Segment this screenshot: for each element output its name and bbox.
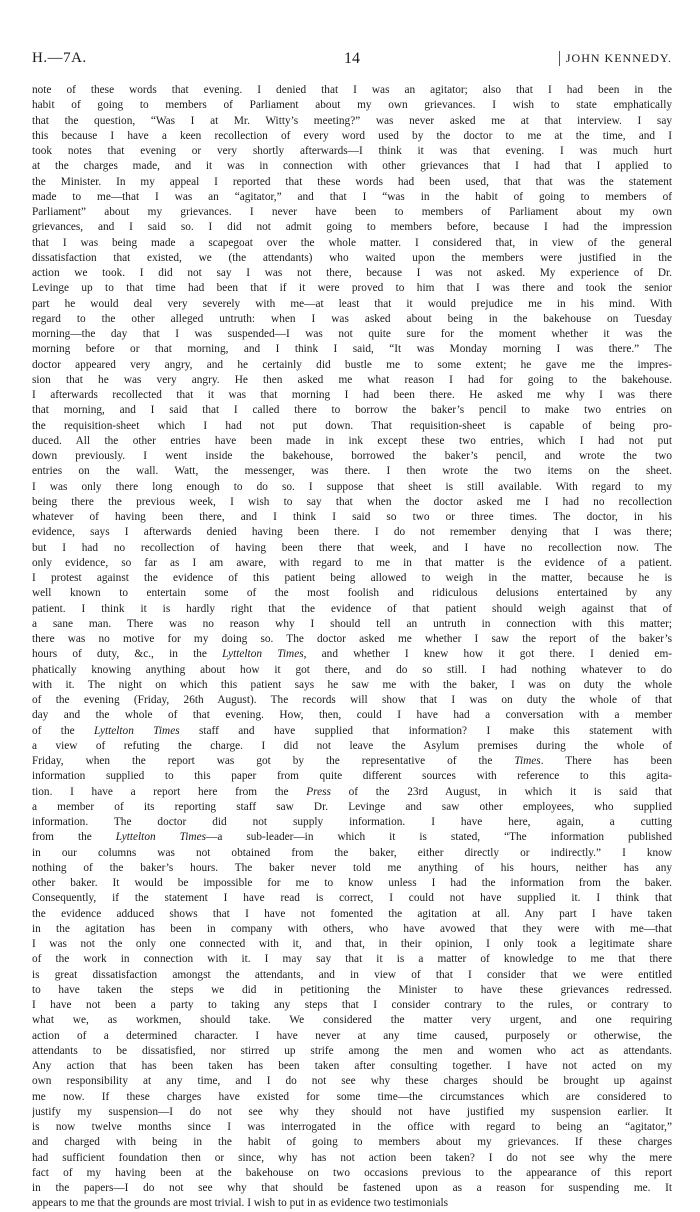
text-line: morning—the day that I was suspended—I was not quite sure for the moment whether it was the	[32, 328, 672, 340]
newspaper-title: Times	[514, 755, 541, 767]
text-line: in the papers—I do not see why that should be fastened upon as a reason for suspending me. It	[32, 1182, 672, 1194]
text-line: a member of its reporting staff saw Dr. Levinge and saw other employees, who supplied	[32, 800, 672, 813]
text-line: made to me—that I was an “agitator,” and that I “was in the habit of going to members of	[32, 190, 672, 203]
text-line: that I was being made a scapegoat over the whole matter. I considered that, in view of the general	[32, 236, 672, 249]
text-line: Consequently, if the statement I have read is correct, I could not have supplied it. I think that	[32, 892, 672, 905]
text-line: habit of going to members of Parliament about my own grievances. I wish to state emphatically	[32, 99, 672, 112]
text-line: evidence, says I afterwards denied having been there. I do not remember denying that I was there;	[32, 526, 672, 539]
text-line: at the charges made, and it was in connection with other grievances that I had that I applied to	[32, 160, 672, 173]
text-line: a view of refuting the charge. I did not leave the Asylum premises during the whole of	[32, 739, 672, 752]
text-line: but I had no recollection of having been there that week, and I have no recollection now. The	[32, 541, 672, 554]
text-line: to have taken the steps we did in petitioning the Minister to have these grievances redressed.	[32, 983, 672, 996]
running-head-name: JOHN KENNEDY.	[559, 51, 672, 66]
text-line: being there the previous week, I wish to say that when the doctor asked me I had no recollection	[32, 495, 672, 508]
text-line: what we, as workmen, should take. We considered the matter very urgent, and one requiring	[32, 1014, 672, 1027]
text-line: nothing of the baker’s hours. The baker never told me anything of his hours, neither has any	[32, 861, 672, 874]
newspaper-title: Lyttelton Times	[94, 724, 180, 737]
text-line: I have not been a party to taking any steps that I consider contrary to the rules, or contrary to	[32, 999, 672, 1011]
text-line: appears to me that the grounds are most trivial. I wish to put in as evidence two testimonials	[32, 1197, 449, 1210]
text-line: down previously. I went inside the bakehouse, borrowed the baker’s pencil, and wrote the two	[32, 450, 672, 462]
text-line: information supplied to this paper from quite different sources with reference to this agita-	[32, 770, 672, 783]
text-line: morning before or that morning, and I think I said, “It was Monday morning I was there.” The	[32, 343, 672, 356]
text-line: with it. The night on which this patient says he saw me with the baker, I was on duty the whole	[32, 678, 672, 691]
text-line: I protest against the evidence of this patient being allowed to weigh in the matter, because he is	[32, 572, 672, 584]
newspaper-title: Lyttelton Times	[222, 648, 304, 661]
newspaper-title: Lyttelton Times	[115, 831, 207, 844]
text-line: tion. I have a report here from the Press of the 23rd August, in which it is said that	[32, 785, 672, 798]
body-text	[32, 83, 672, 1212]
text-line: other baker. It would be impossible for me to know unless I had the information from the baker.	[32, 877, 672, 889]
text-line: the evidence adduced shows that I have not fomented the agitation at all. Any part I have taken	[32, 907, 672, 920]
text-line: Levinge up to that time had been that if it were proved to him that I was there and took the senior	[32, 282, 672, 295]
text-line: I was only there long enough to do so. I suppose that sheet is still available. With regard to my	[32, 480, 672, 493]
document-reference: H.—7A.	[32, 50, 87, 66]
text-line: sion that he was very angry. He then asked me what reason I had for going to the bakehouse.	[32, 373, 672, 386]
text-line: action of a determined character. I have never at any time caused, purposely or otherwise, the	[32, 1029, 672, 1042]
text-line: of the evening (Friday, 26th August). The records will show that I was on duty the whole of that	[32, 694, 672, 706]
text-line: the requisition-sheet which I had not put down. That requisition-sheet is capable of being pro-	[32, 419, 672, 432]
text-line: that the question, “Was I at Mr. Witty’s meeting?” was never asked me at that interview. I say	[32, 114, 672, 127]
text-line: that morning, and I said that I called there to borrow the baker’s pencil to make two entries on	[32, 404, 672, 417]
text-line: Friday, when the report was got by the representative of the Times. There has been	[32, 755, 672, 767]
text-line: I was not the only one connected with it, and that, in their opinion, I only took a legitimate share	[32, 938, 672, 950]
text-line: Any action that has been taken has been taken after consulting together. I have not acted on my	[32, 1060, 672, 1072]
text-line: this because I have a keen recollection of every word used by the doctor to me at the time, and I	[32, 129, 672, 142]
text-line: and charged with being in the habit of going to members about my grievances. If these charges	[32, 1136, 672, 1149]
text-line: is now twelve months since I was interrogated in the office with regard to being an “agitator,”	[32, 1121, 672, 1133]
page-number: 14	[344, 50, 360, 67]
text-line: regard to the other alleged untruth: when I was asked about being in the bakehouse on Tuesday	[32, 312, 672, 325]
newspaper-title: Press	[306, 785, 331, 798]
text-line: of the Lyttelton Times staff and have supplied that information? I make this statement with	[32, 724, 672, 737]
text-line: note of these words that evening. I denied that I was an agitator; also that I had been in the	[32, 84, 672, 96]
text-line: is great dissatisfaction amongst the attendants, and in view of that I consider that we were entitled	[32, 968, 672, 981]
text-line: action we took. I did not say I was not there, because I was not asked. My experience of Dr.	[32, 267, 672, 279]
text-line: justify my suspension—I do not see why they should not have justified my suspension earlier. It	[32, 1105, 672, 1118]
text-line: entries on the wall. Watt, the messenger, was there. I then wrote the two items on the sheet.	[32, 465, 672, 478]
text-line: information. The doctor did not supply information. I have here, again, a cutting	[32, 816, 672, 828]
text-line: duced. All the other entries have been made in ink except these two entries, which I had not put	[32, 434, 672, 447]
text-line: took notes that evening or very shortly afterwards—I think it was that evening. I was much hurt	[32, 145, 672, 157]
text-line: part he would deal very severely with me—at least that it would prejudice me in his mind. With	[32, 297, 672, 310]
text-line: in the agitation has been in company with others, who have avowed that they were with me—that	[32, 922, 672, 935]
text-line: the Minister. In my appeal I reported that these words had been used, that that was the statement	[32, 175, 672, 188]
text-line: only evidence, so far as I am aware, with regard to me in that matter is the evidence of a patient.	[32, 556, 672, 569]
text-line: own responsibility at any time, and I do not see why these charges should be brought up against	[32, 1075, 672, 1088]
text-line: from the Lyttelton Times—a sub-leader—in which it is stated, “The information published	[32, 831, 672, 844]
text-line: hours of duty, &c., in the Lyttelton Times, and whether I knew how it got there. I denied em-	[32, 648, 672, 661]
text-line: me now. If these charges have existed for some time—the circumstances which are considered to	[32, 1090, 672, 1103]
text-line: fact of my having been at the bakehouse on two occasions previous to the appearance of this report	[32, 1166, 672, 1179]
text-line: phatically knowing anything about how it got there, and do so still. I had nothing whatever to do	[32, 663, 672, 676]
text-line: in our columns was not obtained from the baker, either directly or indirectly.” I know	[32, 846, 672, 859]
page-header	[32, 50, 672, 70]
text-line: doctor appeared very angry, and he certainly did bustle me to some extent; he gave me the impres-	[32, 358, 672, 371]
text-line: grievances, and I said so. I did not admit going to members before, because I had the impression	[32, 221, 672, 234]
text-line: dissatisfaction that existed, we (the attendants) who waited upon the members were justified in the	[32, 251, 672, 264]
text-line: of the work in connection with it. I may say that it is a matter of knowledge to me that there	[32, 953, 672, 966]
text-line: had sufficient foundation then or since, why has not action been taken? I do not see why the mere	[32, 1151, 672, 1164]
text-line: Parliament” about my grievances. I never have been to members of Parliament about my own	[32, 206, 672, 218]
text-line: I afterwards recollected that it was that morning I had been there. He asked me why I was there	[32, 389, 672, 401]
text-line: day and the whole of that evening. How, then, could I have had a conversation with a member	[32, 709, 672, 722]
text-line: whatever of having been there, and I think I said so two or three times. The doctor, in his	[32, 511, 672, 523]
text-line: patient. I think it is hardly right that the evidence of that patient should weigh against that of	[32, 602, 672, 615]
text-line: a sane man. There was no reason why I should tell an untruth in connection with this matter;	[32, 617, 672, 630]
text-line: well known to entertain some of the most foolish and ridiculous delusions entertained by any	[32, 587, 672, 600]
text-line: there was no motive for my doing so. The doctor asked me whether I saw the report of the baker’s	[32, 633, 672, 645]
text-line: attendants to be dissatisfied, nor stirred up strife among the men and women who act as attendants.	[32, 1044, 672, 1057]
